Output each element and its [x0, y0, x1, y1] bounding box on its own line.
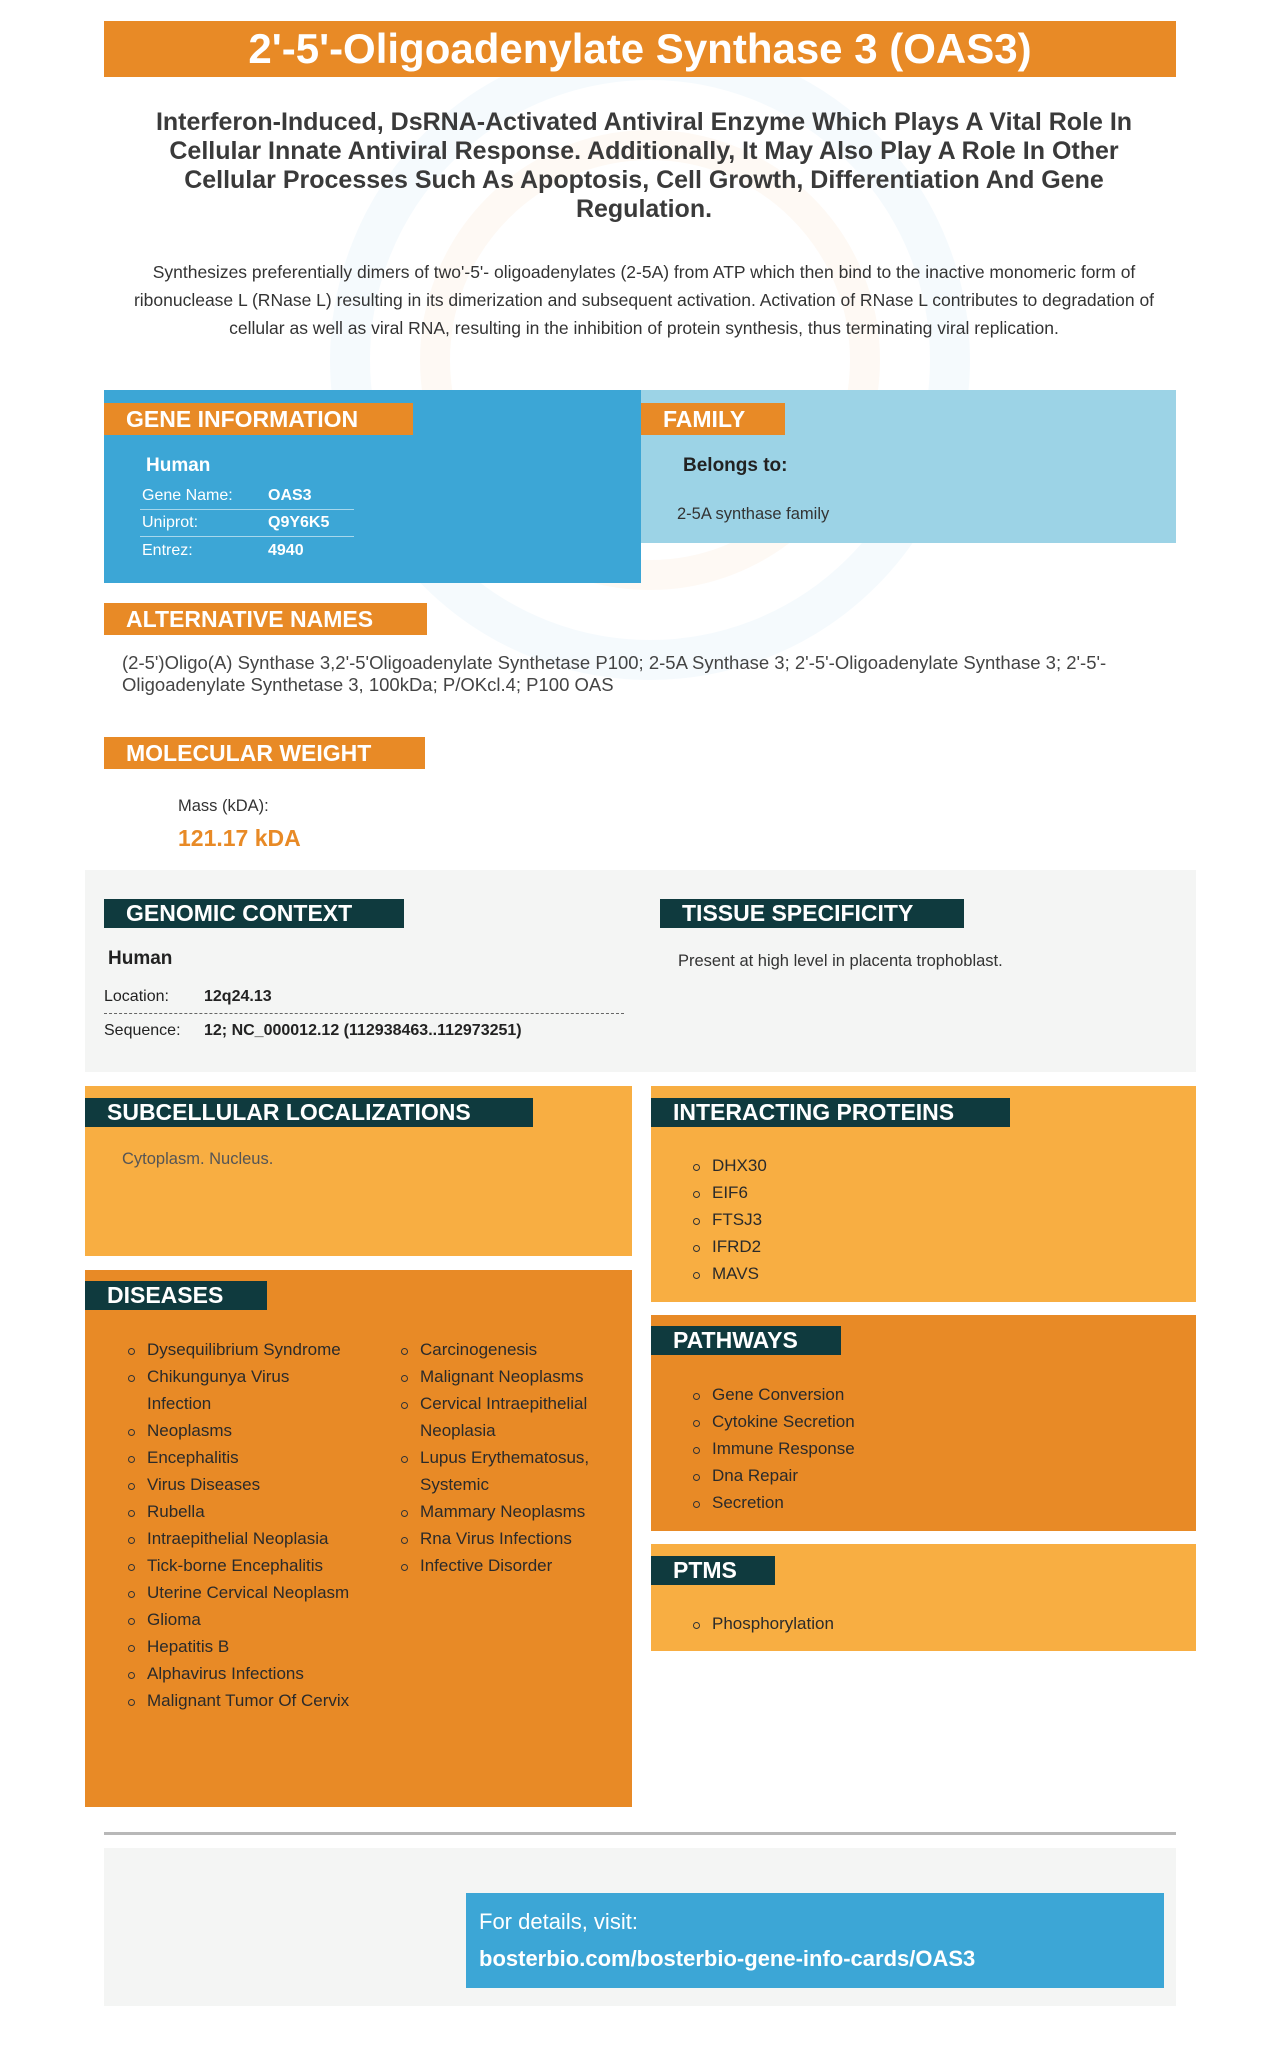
- tissue-specificity-heading: TISSUE SPECIFICITY: [660, 899, 964, 928]
- genomic-context-heading: GENOMIC CONTEXT: [104, 899, 404, 928]
- family-heading: FAMILY: [641, 403, 785, 435]
- subcellular-text: Cytoplasm. Nucleus.: [122, 1150, 274, 1168]
- genomic-species: Human: [108, 948, 173, 969]
- gene-info-key: Entrez:: [142, 541, 193, 559]
- diseases-list-column-2: [400, 1336, 615, 1579]
- page-subtitle: Interferon-Induced, DsRNA-Activated Antiviral Enzyme Which Plays A Vital Role In Cellular Innate Antiviral Response. Additionally, It May Also Play A Role In Other Cellular Processes Such As Apoptosis, Cell Growth, Differentiation And Gene Regulation.: [155, 108, 1133, 223]
- mass-value: 121.17 kDA: [178, 825, 301, 851]
- gene-info-value: OAS3: [268, 487, 312, 504]
- list-item: Secretion: [692, 1489, 855, 1516]
- details-link-box[interactable]: [466, 1893, 1164, 1988]
- mass-label: Mass (kDA):: [178, 797, 269, 815]
- list-item: Lupus Erythematosus, Systemic: [400, 1444, 615, 1498]
- list-item: Chikungunya Virus Infection: [127, 1363, 357, 1417]
- location-label: Location:: [104, 988, 169, 1005]
- list-item: IFRD2: [692, 1233, 767, 1260]
- list-item: Carcinogenesis: [400, 1336, 615, 1363]
- list-item: Gene Conversion: [692, 1381, 855, 1408]
- alternative-names-heading: ALTERNATIVE NAMES: [104, 603, 427, 635]
- list-item: Glioma: [127, 1606, 357, 1633]
- list-item: Tick-borne Encephalitis: [127, 1552, 357, 1579]
- family-belongs-label: Belongs to:: [683, 455, 788, 476]
- list-item: Malignant Tumor Of Cervix: [127, 1687, 357, 1714]
- list-item: Immune Response: [692, 1435, 855, 1462]
- interacting-proteins-heading: INTERACTING PROTEINS: [651, 1098, 1010, 1127]
- genomic-sequence-row: [104, 1022, 624, 1040]
- page-title: 2'-5'-Oligoadenylate Synthase 3 (OAS3): [104, 21, 1176, 77]
- pathways-heading: PATHWAYS: [651, 1326, 841, 1355]
- gene-species: Human: [146, 455, 211, 476]
- molecular-weight-heading: MOLECULAR WEIGHT: [104, 737, 425, 769]
- details-label: For details, visit:: [479, 1909, 638, 1934]
- function-summary: Synthesizes preferentially dimers of two'-5'- oligoadenylates (2-5A) from ATP which then bind to the inactive monomeric form of ribonuclease L (RNase L) resulting in its dimerization and subsequent activation. Activation of RNase L contributes to degradation of cellular as well as viral RNA, resulting in the inhibition of protein synthesis, thus terminating viral replication.: [133, 262, 1155, 338]
- pathways-list: [692, 1381, 855, 1516]
- list-item: Intraepithelial Neoplasia: [127, 1525, 357, 1552]
- list-item: EIF6: [692, 1179, 767, 1206]
- list-item: MAVS: [692, 1260, 767, 1287]
- location-value: 12q24.13: [204, 988, 272, 1005]
- ptms-heading: PTMS: [651, 1556, 775, 1585]
- list-item: Cervical Intraepithelial Neoplasia: [400, 1390, 615, 1444]
- list-item: Alphavirus Infections: [127, 1660, 357, 1687]
- list-item: Infective Disorder: [400, 1552, 615, 1579]
- gene-info-key: Gene Name:: [142, 487, 233, 504]
- gene-info-value: Q9Y6K5: [268, 514, 330, 531]
- gene-info-row: [140, 510, 354, 537]
- list-item: FTSJ3: [692, 1206, 767, 1233]
- genomic-location-row: [104, 988, 624, 1014]
- list-item: Rna Virus Infections: [400, 1525, 615, 1552]
- gene-information-heading: GENE INFORMATION: [104, 403, 413, 435]
- family-value: 2-5A synthase family: [677, 505, 830, 523]
- gene-info-key: Uniprot:: [142, 514, 199, 531]
- tissue-specificity-text: Present at high level in placenta trophoblast.: [678, 952, 1003, 970]
- details-url-link[interactable]: bosterbio.com/bosterbio-gene-info-cards/OAS3: [479, 1946, 976, 1971]
- diseases-heading: DISEASES: [85, 1281, 267, 1310]
- gene-info-row: [140, 537, 354, 564]
- list-item: Hepatitis B: [127, 1633, 357, 1660]
- list-item: Neoplasms: [127, 1417, 357, 1444]
- sequence-value: 12; NC_000012.12 (112938463..112973251): [204, 1022, 522, 1039]
- gene-info-row: [140, 483, 354, 510]
- sequence-label: Sequence:: [104, 1022, 181, 1039]
- list-item: Phosphorylation: [692, 1610, 834, 1637]
- list-item: Malignant Neoplasms: [400, 1363, 615, 1390]
- list-item: Dna Repair: [692, 1462, 855, 1489]
- alternative-names-text: (2-5')Oligo(A) Synthase 3,2'-5'Oligoadenylate Synthetase P100; 2-5A Synthase 3; 2'-5'-Oligoadenylate Synthase 3; 2'-5'-Oligoadenylate Synthetase 3, 100kDa; P/OKcl.4; P100 OAS: [122, 652, 1107, 695]
- subcellular-heading: SUBCELLULAR LOCALIZATIONS: [85, 1098, 533, 1127]
- list-item: Encephalitis: [127, 1444, 357, 1471]
- list-item: Cytokine Secretion: [692, 1408, 855, 1435]
- list-item: DHX30: [692, 1152, 767, 1179]
- interacting-proteins-list: [692, 1152, 767, 1287]
- footer-divider: [104, 1832, 1176, 1835]
- gene-info-value: 4940: [268, 541, 304, 559]
- list-item: Uterine Cervical Neoplasm: [127, 1579, 357, 1606]
- gene-info-table: [140, 483, 354, 564]
- list-item: Virus Diseases: [127, 1471, 357, 1498]
- list-item: Dysequilibrium Syndrome: [127, 1336, 357, 1363]
- diseases-list-column-1: [127, 1336, 357, 1714]
- list-item: Mammary Neoplasms: [400, 1498, 615, 1525]
- list-item: Rubella: [127, 1498, 357, 1525]
- ptms-list: [692, 1610, 834, 1637]
